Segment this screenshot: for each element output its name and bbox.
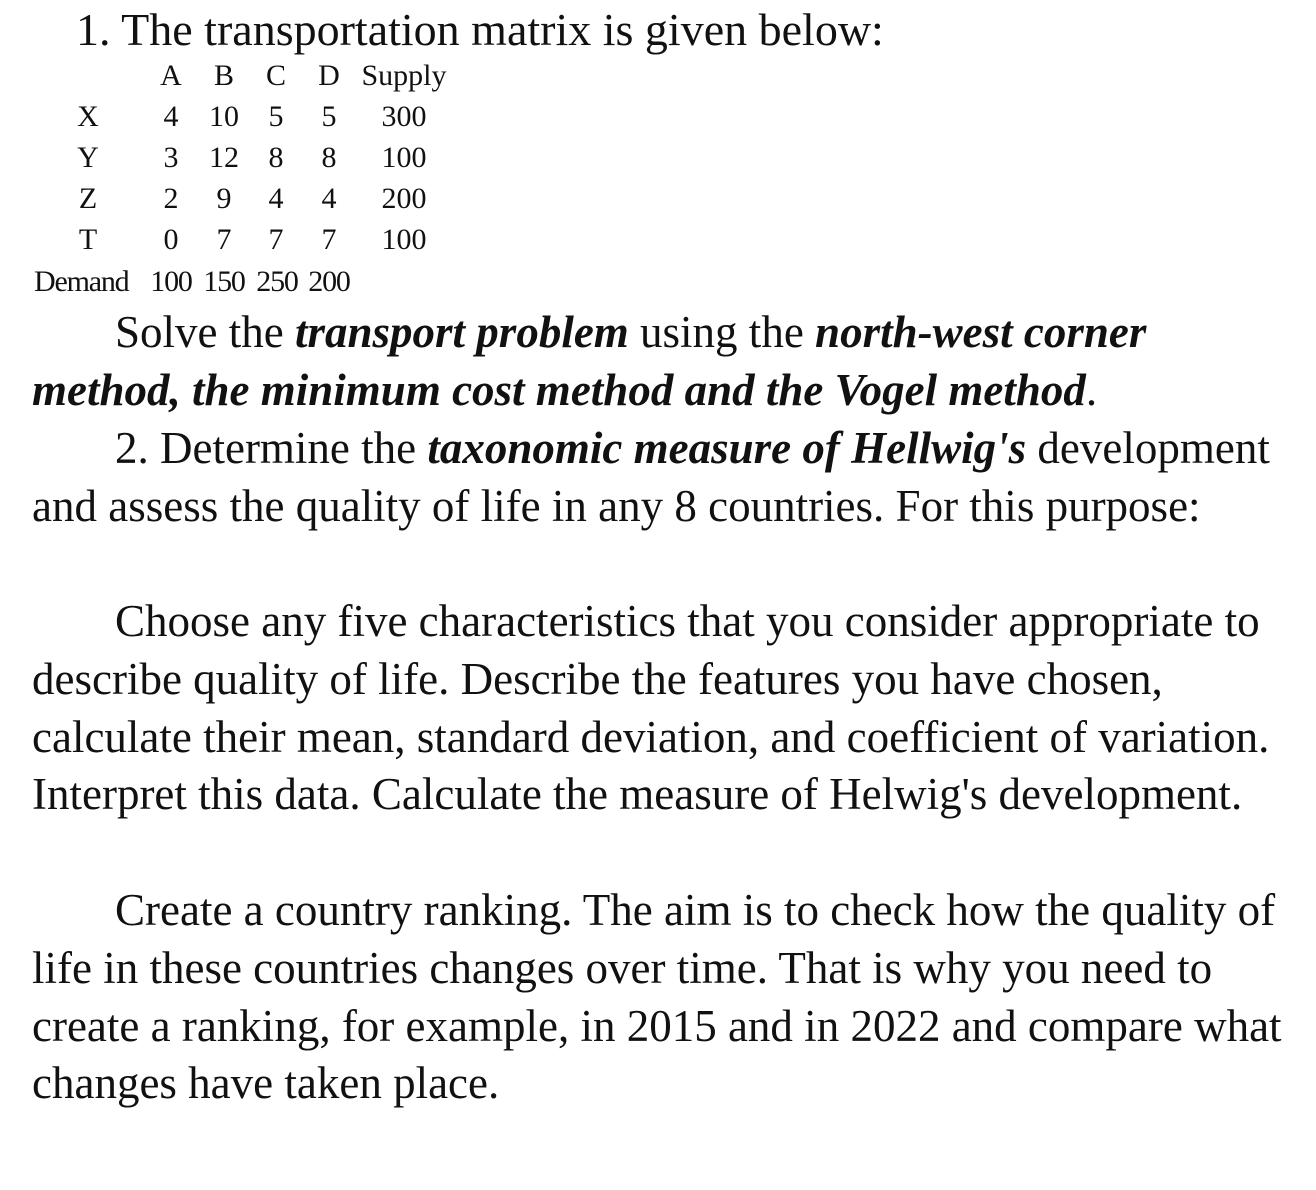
matrix-col-header: B (213, 59, 235, 92)
matrix-cell: 7 (216, 223, 232, 256)
matrix-supply-cell: 300 (381, 100, 427, 133)
matrix-cell: 10 (209, 100, 239, 133)
task2-intro-text: 2. Determine the (115, 423, 428, 473)
matrix-cell: 2 (163, 182, 179, 215)
matrix-cell: 3 (163, 141, 179, 174)
matrix-demand-cell: 250 (256, 265, 298, 298)
matrix-cell: 4 (163, 100, 179, 133)
matrix-supply-cell: 100 (381, 223, 427, 256)
matrix-cell: 8 (321, 141, 337, 174)
matrix-row-label: Z (78, 182, 98, 215)
matrix-cell: 5 (268, 100, 284, 133)
matrix-col-header: D (318, 59, 340, 92)
matrix-cell: 4 (268, 182, 284, 215)
matrix-cell: 12 (209, 141, 239, 174)
instruction-text: using the (628, 307, 816, 357)
matrix-cell: 7 (268, 223, 284, 256)
matrix-demand-cell: 200 (308, 265, 350, 298)
paragraph-text: Create a country ranking. The aim is to check how the quality of life in these countries changes over time. That is why you need to create a ranking, for example, in 2015 and in 2022 and compare what changes have taken place. (32, 885, 1282, 1109)
matrix-cell: 5 (321, 100, 337, 133)
matrix-row-label: T (78, 223, 98, 256)
matrix-demand-label: Demand (34, 265, 129, 298)
paragraph-text: Choose any five characteristics that you consider appropriate to describe quality of life. Describe the features you have chosen, calculate their mean, standard deviation, and coefficient of variation. Interpret this data. Calculate the measure of Helwig's development. (32, 596, 1270, 820)
matrix-cell: 4 (321, 182, 337, 215)
matrix-supply-cell: 200 (381, 182, 427, 215)
matrix-cell: 0 (163, 223, 179, 256)
task2-paragraph-characteristics (32, 593, 1302, 824)
matrix-row-label: X (77, 100, 99, 133)
instruction-emphasis: north-west corner method, the minimum cost method and the Vogel method (32, 307, 1147, 415)
matrix-row-label: Y (77, 141, 99, 174)
matrix-cell: 9 (216, 182, 232, 215)
task2-paragraph-ranking (32, 882, 1302, 1113)
transportation-matrix (0, 0, 1316, 310)
instruction-emphasis: transport problem (294, 307, 629, 357)
instruction-text: . (1085, 364, 1098, 415)
task2-intro (32, 420, 1302, 536)
task1-instruction (32, 304, 1302, 420)
task2-intro-emphasis: taxonomic measure of Hellwig's (427, 423, 1027, 473)
matrix-col-header: A (160, 59, 182, 92)
instruction-text: Solve the (115, 307, 295, 357)
matrix-col-header-supply: Supply (361, 59, 447, 92)
matrix-cell: 7 (321, 223, 337, 256)
matrix-col-header: C (265, 59, 287, 92)
matrix-cell: 8 (268, 141, 284, 174)
matrix-demand-cell: 100 (150, 265, 192, 298)
matrix-demand-cell: 150 (203, 265, 245, 298)
matrix-supply-cell: 100 (381, 141, 427, 174)
task2-intro-text: development and assess the quality of life in any 8 countries. For this purpose: (32, 423, 1270, 531)
task1-heading: 1. The transportation matrix is given below: (76, 4, 884, 55)
